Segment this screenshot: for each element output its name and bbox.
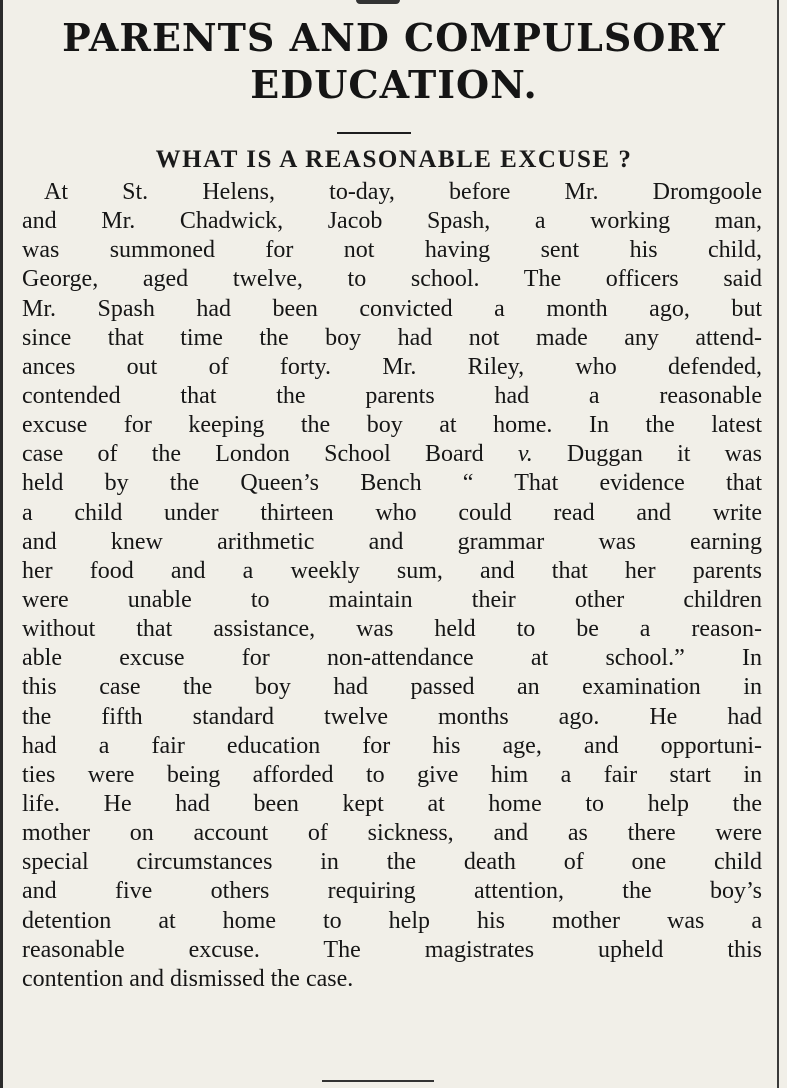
- headline-line: PARENTS AND COMPULSORY: [62, 15, 726, 60]
- article-line: and five others requiring attention, the boy’s: [22, 878, 762, 905]
- article-line: without that assistance, was held to be a reason-: [22, 616, 762, 643]
- subheadline: WHAT IS A REASONABLE EXCUSE ?: [155, 146, 633, 173]
- article-line: had a fair education for his age, and opportuni-: [22, 732, 762, 759]
- article-line: reasonable excuse. The magistrates upheld this: [22, 936, 762, 963]
- article-line: her food and a weekly sum, and that her parents: [22, 557, 762, 584]
- article-line: was summoned for not having sent his child,: [22, 237, 762, 264]
- article-line: excuse for keeping the boy at home. In the latest: [22, 412, 762, 439]
- bottom-divider: [322, 1080, 434, 1082]
- article-line: since that time the boy had not made any attend-: [22, 324, 762, 351]
- article-line: and Mr. Chadwick, Jacob Spash, a working man,: [22, 208, 762, 235]
- headline-line: EDUCATION.: [250, 62, 538, 107]
- article-line: a child under thirteen who could read and write: [22, 499, 762, 526]
- top-ornament: [356, 0, 400, 4]
- article-line: detention at home to help his mother was a: [22, 907, 762, 934]
- article-line: mother on account of sickness, and as there were: [22, 820, 762, 847]
- article-line: Mr. Spash had been convicted a month ago, but: [22, 295, 762, 322]
- article-line: George, aged twelve, to school. The officers said: [22, 266, 762, 293]
- article-line: were unable to maintain their other children: [22, 586, 762, 613]
- article-line: life. He had been kept at home to help the: [22, 790, 762, 817]
- article-body: [22, 178, 762, 994]
- article-line: contention and dismissed the case.: [22, 965, 354, 992]
- headline-divider: [337, 132, 411, 134]
- article-line: the fifth standard twelve months ago. He had: [22, 703, 762, 730]
- article-line: contended that the parents had a reasonable: [22, 382, 762, 409]
- column-rule-right: [777, 0, 779, 1088]
- article-line: special circumstances in the death of one child: [22, 849, 762, 876]
- article-line: ties were being afforded to give him a fair start in: [22, 761, 762, 788]
- article-line: At St. Helens, to-day, before Mr. Dromgoole: [44, 179, 762, 205]
- article-line: able excuse for non-attendance at school.” In: [22, 645, 762, 672]
- article-line: held by the Queen’s Bench “ That evidence that: [22, 470, 762, 497]
- article-line: this case the boy had passed an examination in: [22, 674, 762, 701]
- column-rule-left: [0, 0, 3, 1088]
- article-line: and knew arithmetic and grammar was earning: [22, 528, 762, 555]
- headline: [14, 14, 774, 108]
- article-line: ances out of forty. Mr. Riley, who defended,: [22, 353, 762, 380]
- article-line: case of the London School Board v. Duggan it was: [22, 441, 762, 468]
